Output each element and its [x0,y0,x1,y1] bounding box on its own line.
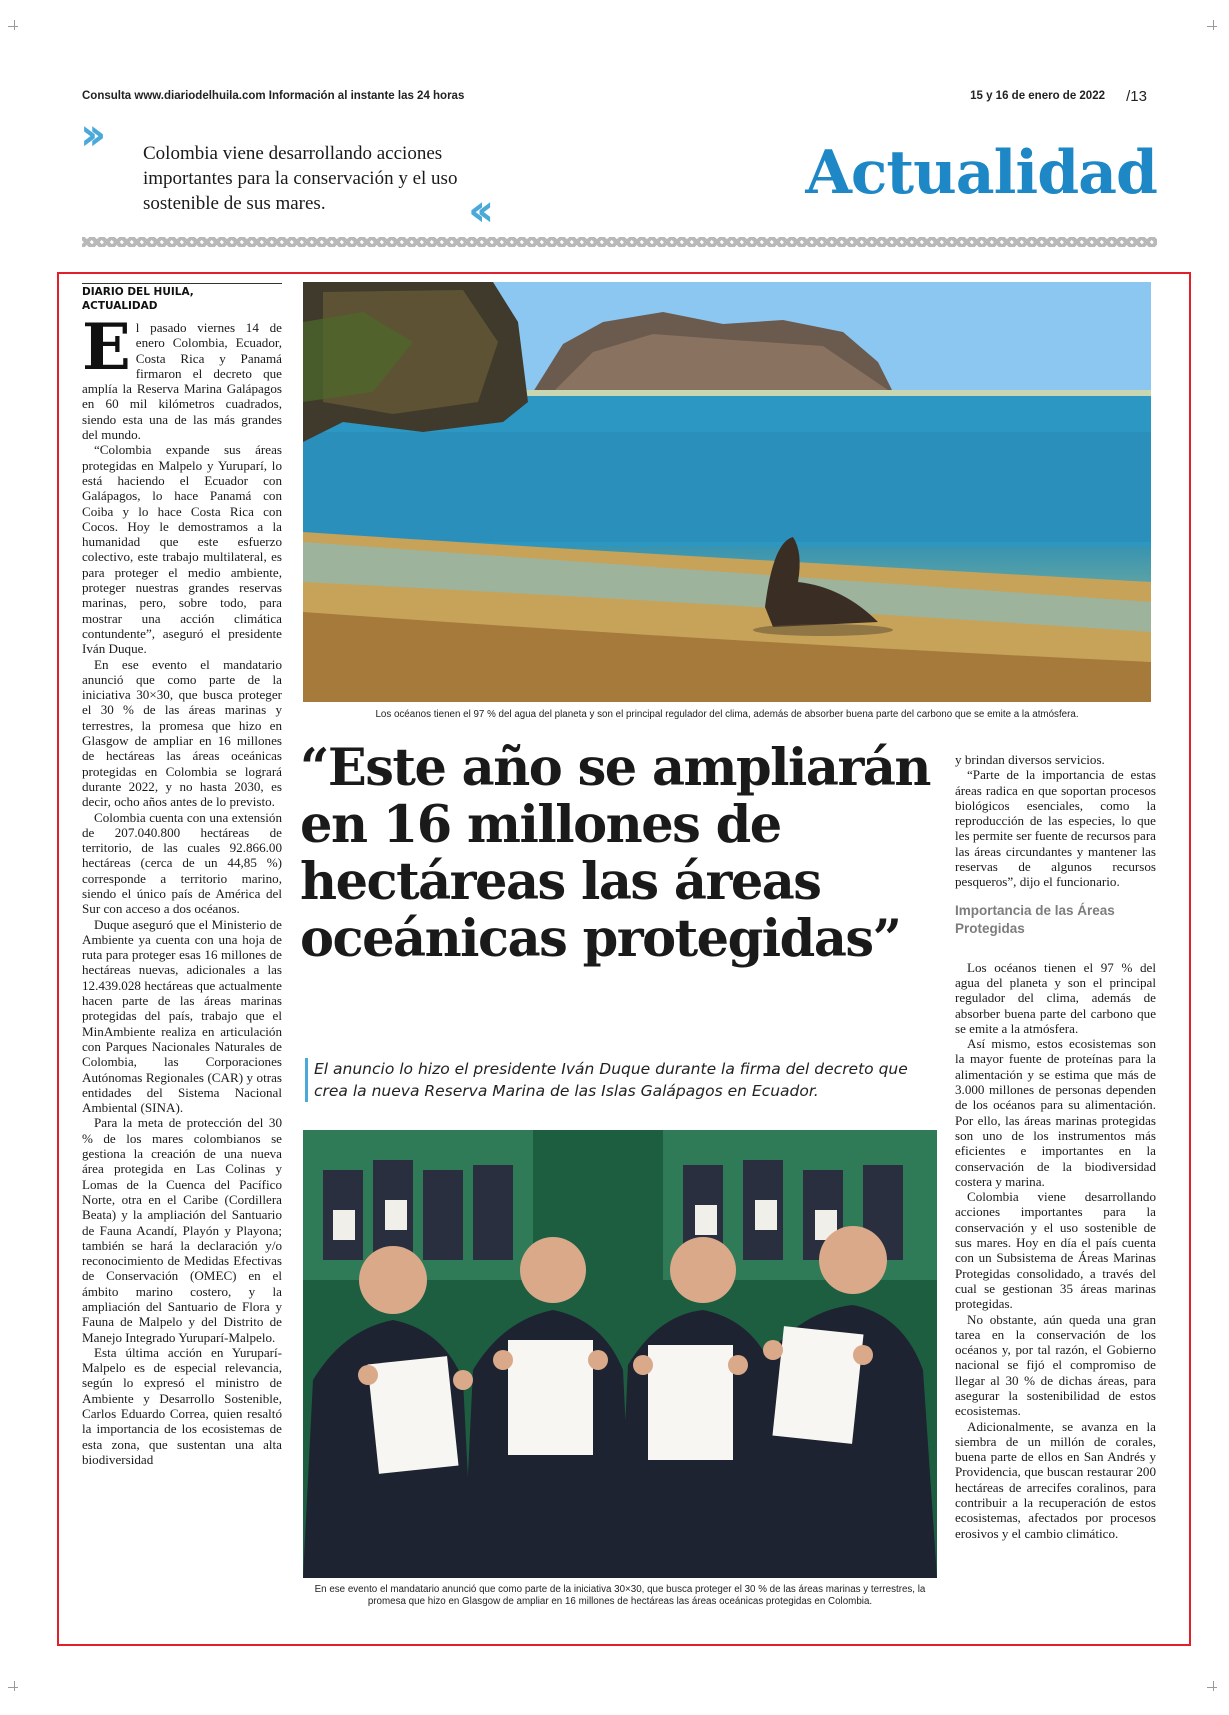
paragraph: Colombia cuenta con una extensión de 207.040.800 hectáreas de territorio, de las cuales 92.866.00 hectáreas (cerca de un 44,85 %) corresponde a territorio marino, siendo el único país de América del Sur con acceso a dos océanos. [82,809,282,917]
issue-date: 15 y 16 de enero de 2022 [970,90,1105,102]
article-deck: El anuncio lo hizo el presidente Iván Duque durante la firma del decreto que crea la nueva Reserva Marina de las Islas Galápagos en Ecuador. [305,1058,935,1102]
byline-section: ACTUALIDAD [82,300,158,312]
paragraph: y brindan diversos servicios. [955,752,1105,767]
paragraph: “Colombia expande sus áreas protegidas en Malpelo y Yuruparí, lo está haciendo el Ecuador con Galápagos, lo hace Panamá con Coiba y lo hace Costa Rica con Cocos. Hoy le demostramos a la humanidad que este esfuerzo colectivo, este trabajo multilateral, es para proteger el medio ambiente, proteger nuestras grandes reservas marinas, pero, sobre todo, para mostrar una acción climática contundente”, aseguró el presidente Iván Duque. [82,442,282,657]
paragraph: En ese evento el mandatario anunció que como parte de la iniciativa 30×30, que busca proteger el 30 % de las áreas marinas y terrestres, la promesa que hizo en Glasgow de ampliar en 16 millones de hectáreas las áreas oceánicas protegidas en Colombia se logrará durante 2022, y no hasta 2030, es decir, ocho años antes de lo previsto. [82,656,282,810]
drop-cap: E [82,320,131,385]
site-line: Consulta www.diariodelhuila.com Información al instante las 24 horas [82,90,465,102]
byline-outlet: DIARIO DEL HUILA, [82,286,194,298]
crop-mark-bottom-right [1207,1681,1221,1695]
subhead: Importancia de las Áreas Protegidas [955,902,1115,936]
header-teaser: Colombia viene desarrollando acciones importantes para la conservación y el uso sostenible de sus mares. [143,143,458,214]
paragraph: Los océanos tienen el 97 % del agua del planeta y son el principal regulador del clima, además de absorber buena parte del carbono que se emite a la atmósfera. [955,959,1156,1036]
paragraph: Colombia viene desarrollando acciones importantes para la conservación y el uso sostenible de sus mares. Hoy en día el país cuenta con un Subsistema de Áreas Marinas Protegidas consolidado, a través del cual se gestionan 35 áreas marinas protegidas. [955,1189,1156,1312]
article-column-1 [82,320,282,1630]
byline [82,283,282,313]
page-number: /13 [1126,88,1147,105]
photo-caption-1: Los océanos tienen el 97 % del agua del planeta y son el principal regulador del clima, además de absorber buena parte del carbono que se emite a la atmósfera. [375,709,1079,720]
crop-mark-top-right [1207,20,1221,34]
page-header-line [82,90,1147,106]
article-column-3 [955,752,1156,1632]
paragraph-text: l pasado viernes 14 de enero Colombia, Ecuador, Costa Rica y Panamá firmaron el decreto que amplía la Reserva Marina Galápagos en 60 mil kilómetros cuadrados, siendo esta una de las más grandes del mundo. [82,320,282,443]
paragraph: Así mismo, estos ecosistemas son la mayor fuente de proteínas para la alimentación y se estima que más de 3.000 millones de personas dependen de los océanos para su alimentación. Por ello, las áreas marinas protegidas son uno de los instrumentos más eficientes e importantes en la conservación de la biodiversidad costera y marina. [955,1036,1156,1189]
paragraph [82,320,282,442]
paragraph: No obstante, aún queda una gran tarea en la conservación de los océanos y, por tal razón, el Gobierno nacional se fijó el compromiso de llegar al 30 % de dichas áreas, para asegurar la sostenibilidad de estos ecosistemas. [955,1311,1156,1419]
paragraph: Duque aseguró que el Ministerio de Ambiente ya cuenta con una hoja de ruta para proteger esas 16 millones de hectáreas nuevas, adicionales a las 12.439.028 hectáreas que actualmente hacen parte de las áreas marinas protegidas del país, trabajo que el MinAmbiente realiza en articulación con Parques Nacionales Naturales de Colombia, las Corporaciones Autónomas Regionales (CAR) y otras entidades del Sistema Nacional Ambiental (SINA). [82,916,282,1116]
paragraph: Adicionalmente, se avanza en la siembra de un millón de corales, buena parte de ellos en San Andrés y Providencia, que buscan restaurar 200 hectáreas de arrecifes coralinos, para contribuir a la recuperación de estos ecosistemas, afectados por procesos erosivos y el cambio climático. [955,1418,1156,1541]
paragraph: Esta última acción en Yuruparí-Malpelo es de especial relevancia, según lo expresó el ministro de Ambiente y Desarrollo Sostenible, Carlos Eduardo Correa, quien resaltó la importancia de los ecosistemas de esta zona, que sustentan una alta biodiversidad [82,1344,282,1467]
pull-quote-headline: “Este año se ampliarán en 16 millones de hectáreas las áreas oceánicas protegidas” [300,738,930,969]
paragraph: Para la meta de protección del 30 % de los mares colombianos se gestiona la creación de una nueva área protegida en Las Colinas y Lomas de la Cuenca del Pacífico Norte, otra en el Caribe (Cordillera Beata) y la ampliación del Santuario de Fauna Acandí, Playón y Playona; también se hará la declaración y/o reconocimiento de Medidas Efectivas de Conservación (OMEC) en el ámbito marino costero, y la ampliación del Santuario de Flora y Fauna de Malpelo y del Distrito de Manejo Integrado Yuruparí-Malpelo. [82,1115,282,1345]
beach-sea-lion-photo [303,282,1151,702]
chevron-right-icon: ›› [80,109,97,160]
decree-signing-photo [303,1130,937,1578]
chevron-left-icon: ‹‹ [468,185,485,236]
photo-caption-2: En ese evento el mandatario anunció que como parte de la iniciativa 30×30, que busca proteger el 30 % de las áreas marinas y terrestres, la promesa que hizo en Glasgow de ampliar en 16 millones de hectáreas las áreas oceánicas protegidas en Colombia. [314,1584,926,1607]
crop-mark-bottom-left [8,1681,22,1695]
decorative-divider [82,237,1157,247]
crop-mark-top-left [8,20,22,34]
section-title: Actualidad [805,138,1157,208]
paragraph: “Parte de la importancia de estas áreas radica en que soportan procesos biológicos esenciales, como la reproducción de las especies, lo que les permite ser fuente de recursos para las áreas circundantes y mantener las reservas de algunos recursos pesqueros”, dijo el funcionario. [955,767,1156,890]
